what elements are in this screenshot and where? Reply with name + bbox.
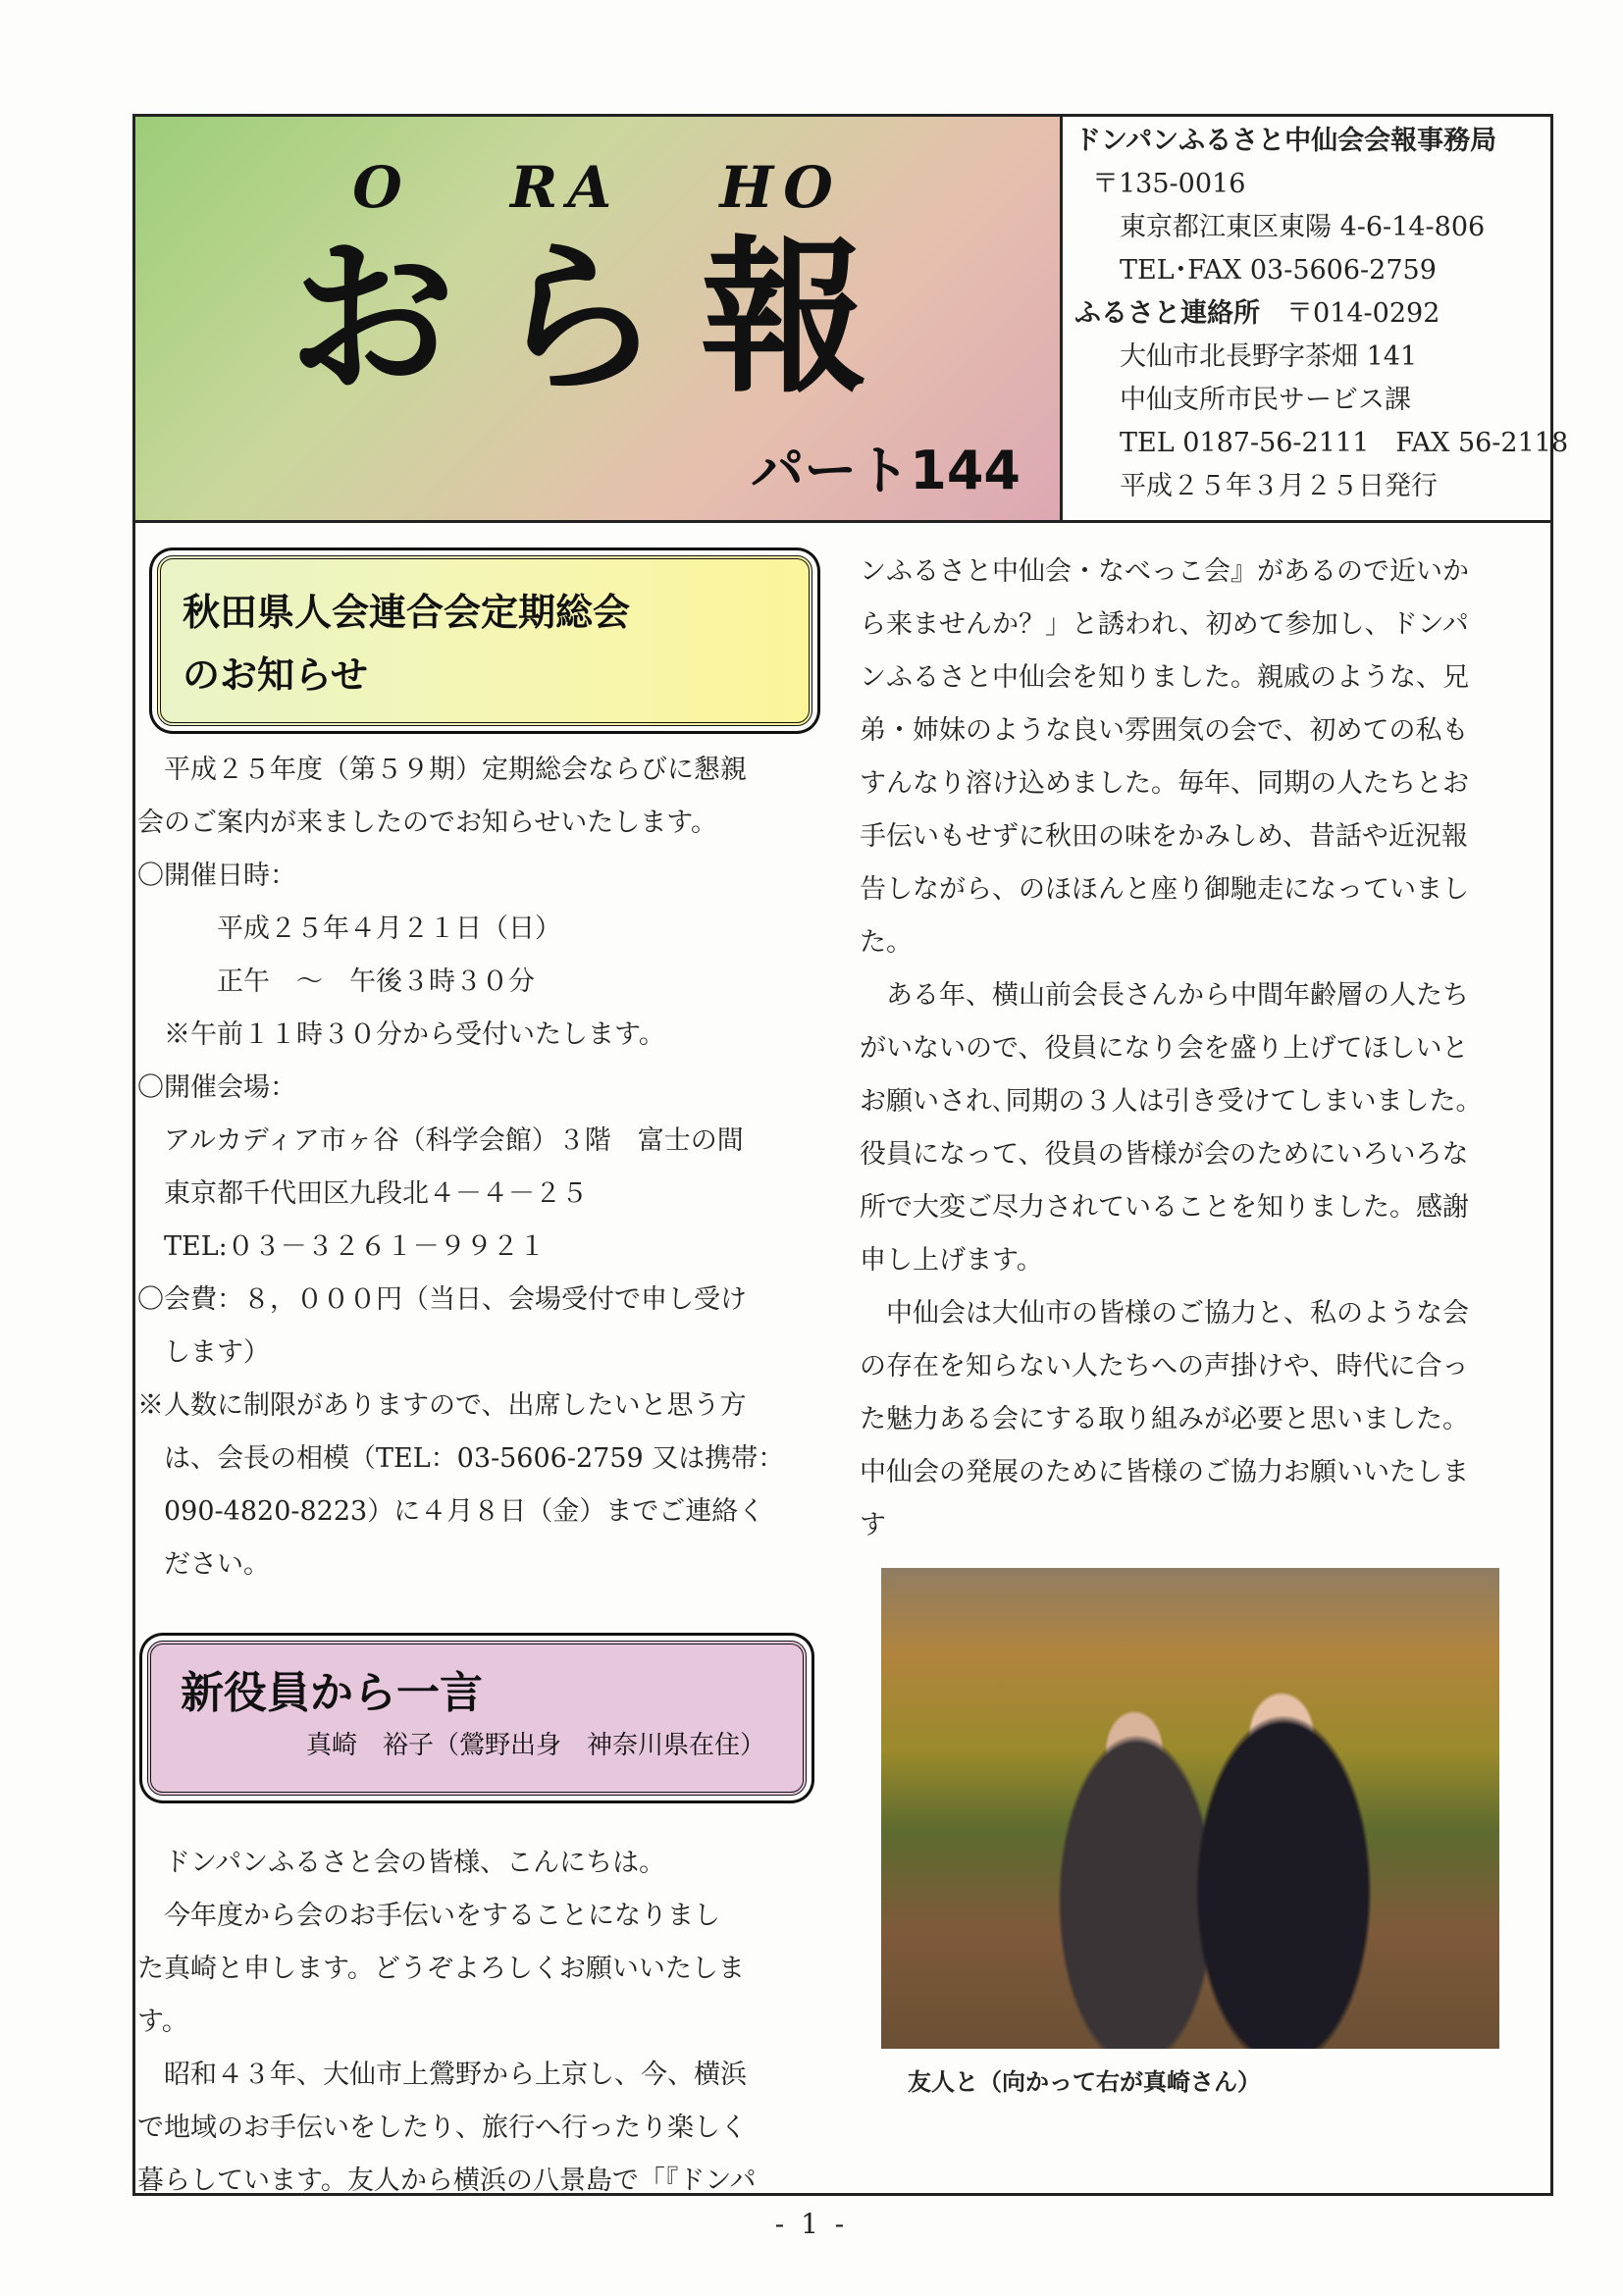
contact-office: 中仙支所市民サービス課 — [1120, 385, 1411, 415]
publisher-postal: 〒135-0016 — [1092, 169, 1246, 199]
body-line: がいないので、役員になり会を盛り上げてほしいと — [860, 1033, 1469, 1064]
body-line: 告しながら、のほほんと座り御馳走になっていまし — [860, 874, 1469, 905]
masthead-romaji: O RA HO — [352, 154, 843, 221]
publisher-info — [1074, 120, 1569, 508]
body-line: で地域のお手伝いをしたり、旅行へ行ったり楽しく — [137, 2113, 747, 2143]
contact-address: 大仙市北長野字茶畑 141 — [1120, 341, 1418, 372]
body-line: 暮らしています。友人から横浜の八景島で「『ドンパ — [137, 2166, 757, 2196]
body-line: すんなり溶け込めました。毎年、同期の人たちとお — [860, 768, 1469, 799]
body-line: お願いされ､同期の３人は引き受けてしまいました。 — [860, 1086, 1483, 1117]
body-line: す — [860, 1510, 886, 1540]
body-line: TEL:０３－３２６１－９９２１ — [137, 1231, 546, 1262]
body-line: アルカディア市ヶ谷（科学会館）３階 富士の間 — [137, 1125, 744, 1156]
article1-heading-box — [157, 555, 812, 726]
article2-body-right — [860, 546, 1546, 1552]
body-line: ※人数に制限がありますので、出席したいと思う方 — [137, 1390, 747, 1421]
body-line: ある年、横山前会長さんから中間年齢層の人たち — [860, 980, 1469, 1011]
body-line: 弟・姉妹のような良い雰囲気の会で、初めての私も — [860, 715, 1469, 746]
body-line: 中仙会の発展のために皆様のご協力お願いいたしま — [860, 1457, 1469, 1487]
publisher-address: 東京都江東区東陽 4-6-14-806 — [1120, 212, 1486, 242]
page-number: - 1 - — [774, 2208, 849, 2240]
publisher-tel: TEL･FAX 03-5606-2759 — [1120, 255, 1437, 286]
body-line: 平成２５年４月２１日（日） — [137, 913, 561, 944]
body-line: ら来ませんか？」と誘われ、初めて参加し、ドンパ — [860, 609, 1469, 640]
body-line: ンふるさと中仙会・なべっこ会』があるので近いか — [860, 556, 1469, 587]
body-line: ンふるさと中仙会を知りました。親戚のような、兄 — [860, 662, 1469, 693]
article1-heading-line2: のお知らせ — [183, 653, 368, 697]
body-line: 平成２５年度（第５９期）定期総会ならびに懇親 — [137, 755, 747, 785]
contact-office-line — [1074, 292, 1545, 336]
publisher-name: ドンパンふるさと中仙会会報事務局 — [1074, 126, 1497, 156]
body-line: 〇開催会場： — [137, 1072, 296, 1103]
header-divider — [132, 520, 1553, 523]
masthead-title: おら報 — [288, 220, 907, 416]
article2-body-left — [137, 1837, 824, 2208]
photo-two-women-autumn-forest — [881, 1568, 1499, 2049]
body-line: します） — [137, 1337, 270, 1368]
article1-body — [137, 744, 824, 1592]
body-line: 〇会費：８，０００円（当日、会場受付で申し受け — [137, 1284, 747, 1315]
contact-office-label: ふるさと連絡所 — [1074, 298, 1260, 329]
body-line: 会のご案内が来ましたのでお知らせいたします。 — [137, 808, 718, 838]
body-line: 手伝いもせずに秋田の味をかみしめ、昔話や近況報 — [860, 821, 1468, 852]
contact-postal: 〒014-0292 — [1286, 298, 1440, 329]
issue-number: パート144 — [751, 440, 1021, 501]
body-line: 中仙会は大仙市の皆様のご協力と、私のような会 — [860, 1298, 1469, 1329]
article2-heading-box — [147, 1641, 807, 1796]
article2-heading: 新役員から一言 — [181, 1668, 483, 1718]
contact-tel: TEL 0187-56-2111 FAX 56-2118 — [1120, 428, 1569, 458]
body-line: の存在を知らない人たちへの声掛けや、時代に合っ — [860, 1351, 1469, 1382]
body-line: 090-4820-8223）に４月８日（金）までご連絡く — [137, 1496, 765, 1527]
body-line: ださい。 — [137, 1549, 270, 1580]
body-line: 申し上げます。 — [860, 1245, 1043, 1276]
body-line: 昭和４３年、大仙市上鶯野から上京し、今、横浜 — [137, 2060, 747, 2090]
body-line: ※午前１１時３０分から受付いたします。 — [137, 1019, 665, 1050]
body-line: た魅力ある会にする取り組みが必要と思いました。 — [860, 1404, 1469, 1435]
body-line: た。 — [860, 927, 913, 958]
masthead — [135, 117, 1063, 520]
article2-byline: 真崎 裕子（鶯野出身 神奈川県在住） — [306, 1731, 766, 1760]
body-line: 所で大変ご尽力されていることを知りました。感謝 — [860, 1192, 1469, 1223]
photo-caption: 友人と（向かって右が真崎さん） — [908, 2068, 1261, 2096]
body-line: は、会長の相模（TEL：03-5606-2759 又は携帯： — [137, 1443, 785, 1474]
body-line: す。 — [137, 2007, 188, 2037]
body-line: 東京都千代田区九段北４－４－２５ — [137, 1178, 588, 1209]
issue-date: 平成２５年３月２５日発行 — [1120, 471, 1438, 501]
body-line: 〇開催日時： — [137, 861, 296, 891]
article1-heading-line1: 秋田県人会連合会定期総会 — [183, 591, 631, 634]
body-line: 役員になって、役員の皆様が会のためにいろいろな — [860, 1139, 1469, 1170]
body-line: 正午 ～ 午後３時３０分 — [137, 966, 535, 997]
body-line: ドンパンふるさと会の皆様、こんにちは。 — [137, 1848, 666, 1878]
body-line: 今年度から会のお手伝いをすることになりまし — [137, 1901, 720, 1931]
body-line: た真崎と申します。どうぞよろしくお願いいたしま — [137, 1954, 745, 1984]
